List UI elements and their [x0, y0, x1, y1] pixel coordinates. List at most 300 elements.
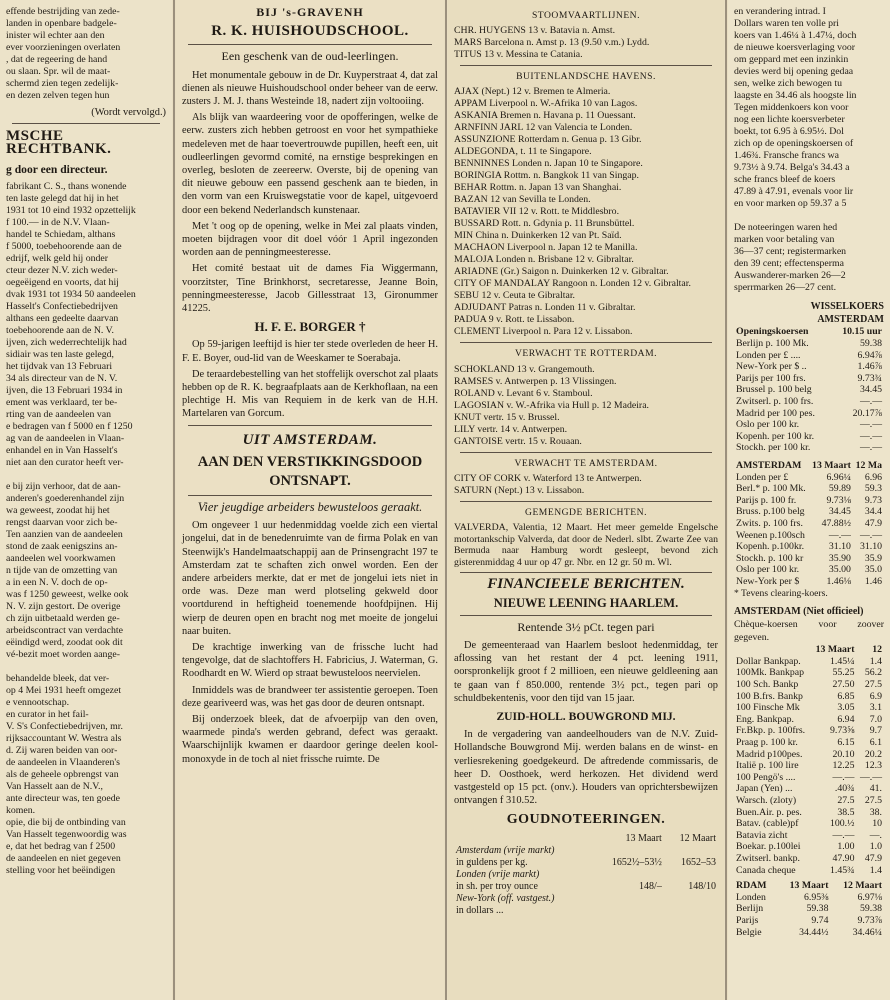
text-line: V. S's Confectiebedrijven, mr.: [6, 720, 123, 732]
paragraph: Bij onderzoek bleek, dat de afvoerpijp van den oven, waarmede pinda's werden gebrand, defect was geraakt. Waarschijnlijk kwamen er daardoor geringe deelen kool-monoxyde in de toch al niet frissche ruimte. De: [182, 713, 438, 765]
wissel-row-cell: 6.94⅞: [857, 349, 882, 361]
havens-heading: BUITENLANDSCHE HAVENS.: [516, 71, 656, 83]
text-line: Van Hasselt tegenwoordig was: [6, 828, 127, 840]
text-line: sidiair was ten laste gelegd,: [6, 348, 115, 360]
ship-line: BAZAN 12 van Sevilla te Londen.: [454, 194, 591, 206]
ship-line: CLEMENT Liverpool n. Para 12 v. Lissabon.: [454, 326, 633, 338]
ams3-row-cell: Boekar. p.100lei: [736, 841, 801, 853]
wissel-heading: WISSELKOERS: [810, 301, 884, 312]
rechtbank-heading: MSCHE RECHTBANK.: [6, 128, 112, 158]
section-heading: UIT AMSTERDAM.: [242, 431, 378, 448]
text-line: en dezen zelven tegen hun: [6, 90, 110, 101]
divider: [460, 65, 712, 66]
text-line: devies werd bij opening gedaa: [734, 66, 854, 77]
divider: [460, 342, 712, 343]
goud-value: 1652½–53½: [611, 856, 662, 868]
ship-line: AJAX (Nept.) 12 v. Bremen te Almeria.: [454, 86, 611, 98]
ams3-row-cell: 1.45¾: [829, 864, 855, 876]
ams3-row-cell: Dollar Bankpap.: [736, 655, 801, 667]
text-line: rting van de aandeelen van: [6, 408, 111, 420]
ams3-row-cell: 9.7: [869, 725, 882, 737]
text-line: ante directeur was, ten goede: [6, 792, 120, 804]
ams3-row-cell: 27.50: [832, 679, 855, 691]
goud-row: [454, 869, 718, 893]
rotterdam-list: [454, 364, 718, 448]
divider: [12, 123, 160, 124]
text-line: Tegen middenkoers kon voor: [734, 102, 849, 113]
text-line: sche francs bleef de koers: [734, 174, 836, 185]
text-line: aandeelen wel voorkwamen: [6, 552, 116, 564]
ams3-row: [734, 830, 884, 842]
stoomvaart-list: [454, 25, 718, 61]
wissel-row: [734, 419, 884, 431]
column-2: [176, 0, 444, 1000]
ams3-row: [734, 737, 884, 749]
ams4-row-cell: Belgie: [736, 926, 762, 938]
ams3-row-cell: 1.4: [869, 655, 882, 667]
wissel-subheading: AMSTERDAM: [817, 314, 884, 326]
goud-heading: GOUDNOTEERINGEN.: [506, 812, 666, 828]
wissel-row-cell: Stockh. per 100 kr.: [736, 442, 811, 454]
wissel-row-cell: 20.17⅞: [852, 407, 882, 419]
text-line: 9.73½ à 9.74. Belga's 34.43 a: [734, 162, 850, 173]
paragraph: Op 59-jarigen leeftijd is hier ter stede overleden de heer H. F. E. Boyer, oud-lid van de Weeskamer te Soerabaja.: [182, 339, 438, 364]
ams4-row-cell: 6.95⅜: [803, 891, 829, 903]
text-line: 1931 tot 10 eind 1932 opzettelijk: [6, 204, 136, 216]
text-line: Dollars waren ten volle pri: [734, 18, 840, 29]
obituary-heading: H. F. E. BORGER †: [254, 319, 366, 335]
text-line: opie, die bij de ontbinding van: [6, 816, 126, 828]
ams3-row-cell: 20.10: [832, 748, 855, 760]
ship-line: ARNFINN JARL 12 van Valencia te Londen.: [454, 122, 633, 134]
wissel-row-cell: Berlijn p. 100 Mk.: [736, 338, 809, 349]
ams3-row: [734, 865, 884, 877]
text-line: edrijf, welk geld hij onder: [6, 252, 109, 264]
ams2-row-cell: Kopenh. p.100kr.: [736, 541, 805, 553]
ship-line: BENNINNES Londen n. Japan 10 te Singapore.: [454, 158, 643, 170]
ams2-row-cell: Londen per £: [736, 471, 789, 483]
ship-line: SATURN (Nept.) 13 v. Lissabon.: [454, 484, 585, 496]
ams4-row-cell: Berlijn: [736, 903, 764, 915]
goud-label: Londen (vrije markt): [456, 868, 540, 880]
ams2-row-cell: 31.10: [859, 541, 882, 553]
ams4-row-cell: 9.73⅞: [857, 914, 882, 926]
text-line: schermd zien tegen zedelijk-: [6, 78, 119, 89]
text-line: ch zijn uitbetaald werden ge-: [6, 612, 120, 624]
ship-line: MALOJA Londen n. Brisbane 12 v. Gibraltar.: [454, 254, 634, 266]
ams3-row-cell: 6.85: [837, 690, 855, 702]
divider: [460, 572, 712, 573]
goud-value: [591, 893, 663, 917]
text-line: [6, 469, 166, 481]
ams3-row: [734, 818, 884, 830]
ams2-row-cell: 35.9: [864, 552, 882, 564]
ship-line: BORINGIA Rottm. n. Bangkok 11 van Singap.: [454, 170, 639, 182]
lening-subheading: Rentende 3½ pCt. tegen pari: [517, 619, 655, 634]
text-line: de aandeelen in Vlaanderen's: [6, 756, 120, 768]
wissel-row-cell: Brussel p. 100 belg: [736, 384, 812, 396]
ship-line: MIN China n. Duinkerken 12 van Pt. Saïd.: [454, 230, 622, 242]
wissel-row-cell: Zwitserl. p. 100 frs.: [736, 395, 814, 407]
ams3-row-cell: 47.90: [832, 852, 855, 864]
text-line: handel te Schiedam, althans: [6, 228, 116, 240]
ams3-row: [734, 807, 884, 819]
text-line: niet aan den curator heeft ver-: [6, 456, 124, 468]
paragraph: Als blijk van waardeering voor de opofferingen, welke de eerw. zusters zich hebben getroost en voor het sympathieke medeleven met de haar toevertrouwde pupillen, heeft een, uit oudleerlingen gevormd comité, na ernstige besprekingen en overleg, besloten de zeereerw. Overste, bij de opening van dit nieuwe gebouw een passend geschenk aan te bieden, in den vorm van een Kruiswegstatie voor de kapel, uitgevoerd door een bekend Nederlandsch kunstenaar.: [182, 112, 438, 216]
ams3-row: [734, 795, 884, 807]
ams3-row-cell: 38.5: [837, 806, 855, 818]
goud-value: 148/10: [688, 880, 716, 892]
wissel-row-cell: Kopenh. per 100 kr.: [736, 430, 815, 442]
ams3-row-cell: 55.25: [832, 667, 855, 679]
text-line: Hasselt's Confectiebedrijven: [6, 300, 118, 312]
ams2-row-cell: 6.96¼: [826, 471, 851, 483]
goud-label-cell: [454, 845, 591, 869]
text-line: Auswanderer-marken 26—2: [734, 270, 846, 281]
divider: [460, 452, 712, 453]
ams2-row-cell: Parijs p. 100 fr.: [736, 494, 797, 506]
text-line: ever voorzieningen overlaten: [6, 42, 121, 53]
rotterdam-heading: VERWACHT TE ROTTERDAM.: [514, 348, 658, 360]
text-line: behandelde bleek, dat ver-: [6, 672, 110, 684]
ams3-col-b: 12: [872, 644, 882, 656]
ams2-col-b: 12 Ma: [855, 459, 882, 471]
ams3-row: [734, 760, 884, 772]
goud-table: [454, 833, 718, 917]
ams2-row-cell: 47.88½: [821, 517, 851, 529]
text-line: laagste en 34.46 als hoogste lin: [734, 90, 857, 101]
paragraph: Om ongeveer 1 uur hedenmiddag voelde zich een viertal jongelui, dat in de benedenruimte van de firma Polak en van Steenwijk's Handelmaatschappij aan de Prinsengracht 197 te Amsterdam zat te schaften zich onwel worden. Een der andere arbeiders merkte, dat er met de jongelui iets niet in orde was. Deze man werd plotseling gekweld door voortdurend in heftigheid toenemende hoofdpijnen. Hij wierp de deuren open en bracht nog met moeite de jongelui naar buiten.: [182, 520, 438, 637]
verstikking-article: [182, 519, 438, 766]
ams4-col-label: RDAM: [736, 880, 767, 892]
ship-line: BUSSARD Rott. n. Gdynia p. 11 Brunsbüttel.: [454, 218, 635, 230]
ams2-row-cell: 9.73⅛: [826, 494, 851, 506]
ams3-row-cell: 12.3: [864, 760, 882, 772]
text-line: d. Zij waren beiden van oor-: [6, 744, 118, 756]
ams2-col-a: 13 Maart: [812, 459, 851, 471]
ams4-row: [734, 892, 884, 904]
beurs-article: [734, 6, 884, 294]
ship-line: RAMSES v. Antwerpen p. 13 Vlissingen.: [454, 375, 617, 387]
ship-line: MACHAON Liverpool n. Japan 12 te Manilla.: [454, 242, 638, 254]
huishoudschool-article: [182, 69, 438, 316]
obituary-article: [182, 338, 438, 420]
ams2-row-cell: Bruss. p.100 belg: [736, 506, 805, 518]
ams4-row-cell: 9.74: [811, 914, 829, 926]
ams3-row-cell: 38.: [869, 806, 882, 818]
paragraph: Met 't oog op de opening, welke in Mei zal plaats vinden, moeten bijdragen voor dit doel vóór 1 April ingezonden worden aan de penningmeesteresse.: [182, 220, 438, 259]
text-line: fabrikant C. S., thans wonende: [6, 180, 127, 192]
wissel-row: [734, 396, 884, 408]
ams3-row-cell: Japan (Yen) ...: [736, 783, 793, 795]
ship-line: ADJUDANT Patras n. Londen 11 v. Gibraltar.: [454, 302, 636, 314]
huishoudschool-heading: R. K. HUISHOUDSCHOOL.: [211, 23, 409, 40]
wissel-row-cell: —.—: [859, 419, 882, 431]
text-line: als de geheele opbrengst van: [6, 768, 119, 780]
text-line: arbeidscontract van verdachte: [6, 624, 123, 636]
ship-line: LILY vertr. 14 v. Antwerpen.: [454, 423, 568, 435]
divider: [188, 495, 432, 496]
ams3-row-cell: Fr.Bkp. p. 100frs.: [736, 725, 806, 737]
ams3-row-cell: 10: [872, 818, 882, 830]
ship-line: LAGOSIAN v. W.-Afrika via Hull p. 12 Madeira.: [454, 399, 649, 411]
ship-line: ARIADNE (Gr.) Saigon n. Duinkerken 12 v. Gibraltar.: [454, 266, 669, 278]
paragraph: Het comité bestaat uit de dames Fia Wiggermann, voorzitster, Tine Brinkhorst, secretaresse, Jeanne Boin, penningmeesteresse, Jacob Gillesstraat 13, Gironummer 41225.: [182, 263, 438, 315]
ams4-row-cell: Londen: [736, 891, 766, 903]
continued-note: (Wordt vervolgd.): [91, 107, 166, 118]
paragraph: Het monumentale gebouw in de Dr. Kuyperstraat 4, dat zal dienen als nieuwe Huishoudschool onder beheer van de eerw. zusters J. M. J. thans Westeinde 18, nadert zijn voltooiing.: [182, 69, 438, 108]
text-line: wa geweest, zoodat hij het: [6, 504, 110, 516]
ams3-row: [734, 725, 884, 737]
ams2-row-cell: 47.9: [864, 517, 882, 529]
ams3-table: [734, 644, 884, 876]
column-1-top-text: [6, 6, 166, 102]
ams3-row-cell: 6.94: [837, 713, 855, 725]
ams2-row-cell: 1.46⅛: [826, 575, 851, 587]
ams2-row-cell: 59.89: [828, 483, 851, 495]
ams3-subheading: Chèque-koersen voor zoover gegeven.: [734, 618, 884, 644]
ams3-row-cell: Italië p. 100 lire: [736, 760, 799, 772]
text-line: komen.: [6, 804, 36, 816]
ams3-row-cell: 1.45¼: [829, 655, 855, 667]
text-line: e, dat het bedrag van f 2500: [6, 840, 116, 852]
divider: [188, 44, 432, 45]
text-line: anderen's goederenhandel zijn: [6, 492, 125, 504]
ams3-row-cell: Canada cheque: [736, 864, 796, 876]
ams4-row-cell: 34.46¼: [852, 926, 882, 938]
ams2-row: [734, 483, 884, 495]
wissel-row-cell: Parijs per 100 frs.: [736, 372, 806, 384]
ams2-row: [734, 495, 884, 507]
ship-line: SEBU 12 v. Ceuta te Gibraltar.: [454, 290, 575, 302]
wissel-row: [734, 338, 884, 350]
ams3-row-cell: —.—: [832, 771, 855, 783]
ams2-table: [734, 460, 884, 588]
ams3-row-cell: 100 Pengö's ....: [736, 771, 796, 783]
ams3-row: [734, 702, 884, 714]
text-line: inister wil echter aan den: [6, 30, 105, 41]
ams3-row-cell: 3.05: [837, 702, 855, 714]
ams3-row-cell: Batav. (cable)pf: [736, 818, 799, 830]
text-line: [734, 210, 884, 222]
text-line: 47.89 à 47.91, evenals voor lir: [734, 186, 854, 197]
text-line: de aandeelen en niet gegeven: [6, 852, 121, 864]
ams2-row: [734, 541, 884, 553]
ams3-row-cell: 100.½: [829, 818, 855, 830]
divider: [188, 425, 432, 426]
text-line: vé-bezit moet worden aange-: [6, 648, 120, 660]
ams2-row: [734, 576, 884, 588]
ams3-row-cell: Madrid p100pes.: [736, 748, 803, 760]
ams4-row: [734, 903, 884, 915]
bouwgrond-paragraph: In de vergadering van aandeelhouders van de N.V. Zuid-Hollandsche Bouwgrond Mij. werden balans en de winst- en verliesrekening goedgekeurd. De aftredende commissaris, de heer D. Oosthoek, werd herkozen. Het dividend werd vastgesteld op 15 pct. (onv.). Houders van oprichtersbewijzen ontvangen f 310.52.: [454, 729, 718, 807]
wissel-row-cell: 1.46⅞: [857, 361, 882, 373]
ams3-row-cell: .40¾: [834, 783, 855, 795]
ams3-row-cell: 27.5: [864, 679, 882, 691]
text-line: dvak 1931 tot 1934 50 aandeelen: [6, 288, 136, 300]
goud-row: [454, 845, 718, 869]
column-3: [448, 0, 724, 1000]
ams4-row: [734, 927, 884, 939]
text-line: sperrmarken 26—27 cent.: [734, 282, 837, 293]
ams2-row-cell: 34.45: [828, 506, 851, 518]
goud-col-b: 12 Maart: [679, 832, 716, 844]
wissel-row: [734, 442, 884, 454]
goud-row: [454, 893, 718, 917]
ams3-row-cell: 9.73⅝: [829, 725, 855, 737]
text-line: ou slaan. Spr. wil de maat-: [6, 66, 111, 77]
ams2-row-cell: 35.00: [828, 564, 851, 576]
ams2-row: [734, 553, 884, 565]
wissel-row-cell: Madrid per 100 pes.: [736, 407, 815, 419]
text-line: rijksaccountant W. Westra als: [6, 732, 122, 744]
ship-line: BATAVIER VII 12 v. Rott. te Middlesbro.: [454, 206, 620, 218]
goud-label: Amsterdam (vrije markt): [456, 844, 555, 856]
lening-paragraph: De gemeenteraad van Haarlem besloot hedenmiddag, ter aflossing van het restant der 4 pct. leening 1911, oorspronkelijk groot f 2 millioen, een nieuwe geldleening aan te gaan van f 850.000, rentende 3½ pct., tegen pari op schuldbekentenis, voor den tijd van 15 jaar.: [454, 640, 718, 704]
paragraph: De krachtige inwerking van de frissche lucht had tengevolge, dat de slachtoffers H. Fabricius, J. Waterman, G. Roodhardt en W. Wierd op straat bewusteloos neervielen.: [182, 641, 438, 680]
goud-value: 148/–: [639, 880, 662, 892]
text-line: stelling voor het beëindigen: [6, 864, 116, 876]
ams3-row: [734, 691, 884, 703]
ams2-row-cell: Zwits. p. 100 frs.: [736, 517, 803, 529]
text-line: [6, 661, 166, 673]
ams3-row-cell: —.—: [832, 829, 855, 841]
ams2-row: [734, 564, 884, 576]
stoomvaart-heading: STOOMVAARTLIJNEN.: [531, 10, 641, 21]
wissel-row-cell: —.—: [859, 430, 882, 442]
ams4-row: [734, 915, 884, 927]
ams3-row: [734, 841, 884, 853]
text-line: ijven, zich wederrechtelijk had: [6, 336, 127, 348]
ams3-row-cell: Eng. Bankpap.: [736, 713, 794, 725]
masthead: BIJ 's-GRAVENH: [256, 5, 364, 19]
goud-label: New-York (off. vastgest.): [456, 892, 555, 904]
ams3-row-cell: Buen.Air. p. pes.: [736, 806, 802, 818]
wissel-row-cell: 59.38: [859, 338, 882, 349]
text-line: om geppard met een inzinkin: [734, 54, 849, 65]
ams3-row-cell: 47.9: [864, 852, 882, 864]
ams2-row-cell: Weenen p.100sch: [736, 529, 805, 541]
ams3-row-cell: Praag p. 100 kr.: [736, 737, 798, 749]
ams4-col-a: 13 Maart: [789, 880, 829, 892]
ams3-row-cell: 6.15: [837, 737, 855, 749]
ams2-row: [734, 530, 884, 542]
goud-label-cell: [454, 893, 591, 917]
ams2-row-cell: Oslo per 100 kr.: [736, 564, 800, 576]
havens-list: [454, 86, 718, 338]
ams3-row: [734, 749, 884, 761]
divider: [460, 501, 712, 502]
ams3-row-cell: 56.2: [864, 667, 882, 679]
goud-value: [664, 893, 718, 917]
text-line: enhandel en in Van Hasselt's: [6, 444, 118, 456]
text-line: de nieuwe koersverlaging voor: [734, 42, 856, 53]
ams3-row-cell: Zwitserl. bankp.: [736, 852, 800, 864]
text-line: ijven, die 13 Februari 1934 in: [6, 384, 123, 396]
ams4-row-cell: 6.97⅛: [857, 891, 882, 903]
ship-line: MARS Barcelona n. Amst p. 13 (9.50 v.m.) Lydd.: [454, 37, 650, 49]
rechtbank-subheading: g door een directeur.: [6, 162, 108, 176]
ams2-row: [734, 506, 884, 518]
wissel-row-cell: 34.45: [859, 384, 882, 396]
ams4-row-cell: 59.38: [806, 903, 829, 915]
text-line: en curator in het fail-: [6, 708, 89, 720]
text-line: koers van 1.46¼ à 1.47¼, doch: [734, 30, 857, 41]
ams3-row-cell: 27.5: [837, 795, 855, 806]
text-line: landen in openbare badgele-: [6, 18, 117, 29]
ams3-row-cell: 7.0: [869, 713, 882, 725]
ams3-row-cell: —.—: [859, 771, 882, 783]
ams3-row-cell: 100 B.frs. Bankp: [736, 690, 803, 702]
divider: [460, 615, 712, 616]
text-line: n tijde van de omzetting van: [6, 564, 118, 576]
text-line: nog een lichte koersverbeter: [734, 114, 845, 125]
wissel-row-cell: New-York per $ ..: [736, 361, 807, 373]
gemengde-text: VALVERDA, Valentia, 12 Maart. Het meer gemelde Engelsche motortankschip Valverda, dat door de Nederl. slbt. Zwarte Zee van Bermuda naar Hamburg wordt gesleept, bevond zich gisterenmiddag 4 uur op 47 gr. Nbr. en 12 gr. 50 m. Wl.: [454, 522, 718, 568]
wissel-row-cell: Londen per £ ....: [736, 349, 801, 361]
ship-line: ROLAND v. Levant 6 v. Stamboul.: [454, 387, 593, 399]
ams3-row-cell: 100Mk. Bankpap: [736, 667, 805, 679]
ams3-row-cell: Batavia zicht: [736, 829, 788, 841]
ams3-row: [734, 656, 884, 668]
goud-sublabel: in dollars ...: [456, 904, 504, 916]
ams3-row-cell: 12.25: [832, 760, 855, 772]
ams3-row: [734, 714, 884, 726]
text-line: e vennootschap.: [6, 696, 70, 708]
ams3-row-cell: 100 Sch. Bankp: [736, 679, 799, 691]
ams3-row-cell: 100 Finsche Mk: [736, 702, 800, 714]
wissel-row: [734, 361, 884, 373]
text-line: e bedragen van f 5000 en f 1250: [6, 420, 133, 432]
goud-sublabel: in guldens per kg.: [456, 856, 528, 868]
paragraph: De teraardebestelling van het stoffelijk overschot zal plaats hebben op de R. K. begraafplaats aan de Kerkhoflaan, na een plechtige H. Mis van Requiem in de kerk van de H.H. Martelaren van Gorcum.: [182, 368, 438, 420]
text-line: , dat de regeering de hand: [6, 54, 108, 65]
ams2-row-cell: 35.0: [864, 564, 882, 576]
ship-line: ALDEGONDA, t. 11 te Singapore.: [454, 146, 592, 158]
ams2-row: [734, 518, 884, 530]
gemengde-heading: GEMENGDE BERICHTEN.: [525, 506, 647, 518]
text-line: De noteeringen waren hed: [734, 222, 838, 233]
ship-line: GANTOISE vertr. 15 v. Rouaan.: [454, 435, 582, 447]
lening-heading: NIEUWE LEENING HAARLEM.: [493, 595, 679, 610]
wissel-row: [734, 384, 884, 396]
text-line: althans een gedeelte daarvan: [6, 312, 119, 324]
amsterdam-heading: VERWACHT TE AMSTERDAM.: [514, 457, 658, 469]
wissel-row-cell: —.—: [859, 442, 882, 454]
ams2-row-cell: —.—: [859, 529, 882, 541]
text-line: boekt, tot 6.95 à 6.95½. Dol: [734, 126, 844, 137]
wissel-row: [734, 431, 884, 443]
bouwgrond-heading: ZUID-HOLL. BOUWGROND MIJ.: [496, 710, 676, 724]
text-line: marken voor betaling van: [734, 234, 835, 245]
text-line: zich op de openingskoersen of: [734, 138, 854, 149]
ams3-row-cell: 6.1: [869, 737, 882, 749]
ship-line: APPAM Liverpool n. W.-Afrika 10 van Lagos.: [454, 98, 638, 110]
column-rule: [725, 0, 727, 1000]
column-rule: [445, 0, 447, 1000]
wissel-col-b: 10.15 uur: [842, 326, 882, 338]
wissel-row-cell: —.—: [859, 395, 882, 407]
text-line: stond de zaak eenigszins an-: [6, 540, 118, 552]
ship-line: BEHAR Rottm. n. Japan 13 van Shanghai.: [454, 182, 622, 194]
text-line: en voor marken op 59.37 a 5: [734, 198, 847, 209]
text-line: effende bestrijding van zede-: [6, 6, 120, 17]
text-line: a in een N. V. doch de op-: [6, 576, 108, 588]
huishoudschool-subheading: Een geschenk van de oud-leerlingen.: [221, 49, 399, 64]
ams2-row-cell: 1.46: [864, 575, 882, 587]
rechtbank-article: [6, 181, 166, 877]
ams2-note: * Tevens clearing-koers.: [734, 588, 828, 600]
